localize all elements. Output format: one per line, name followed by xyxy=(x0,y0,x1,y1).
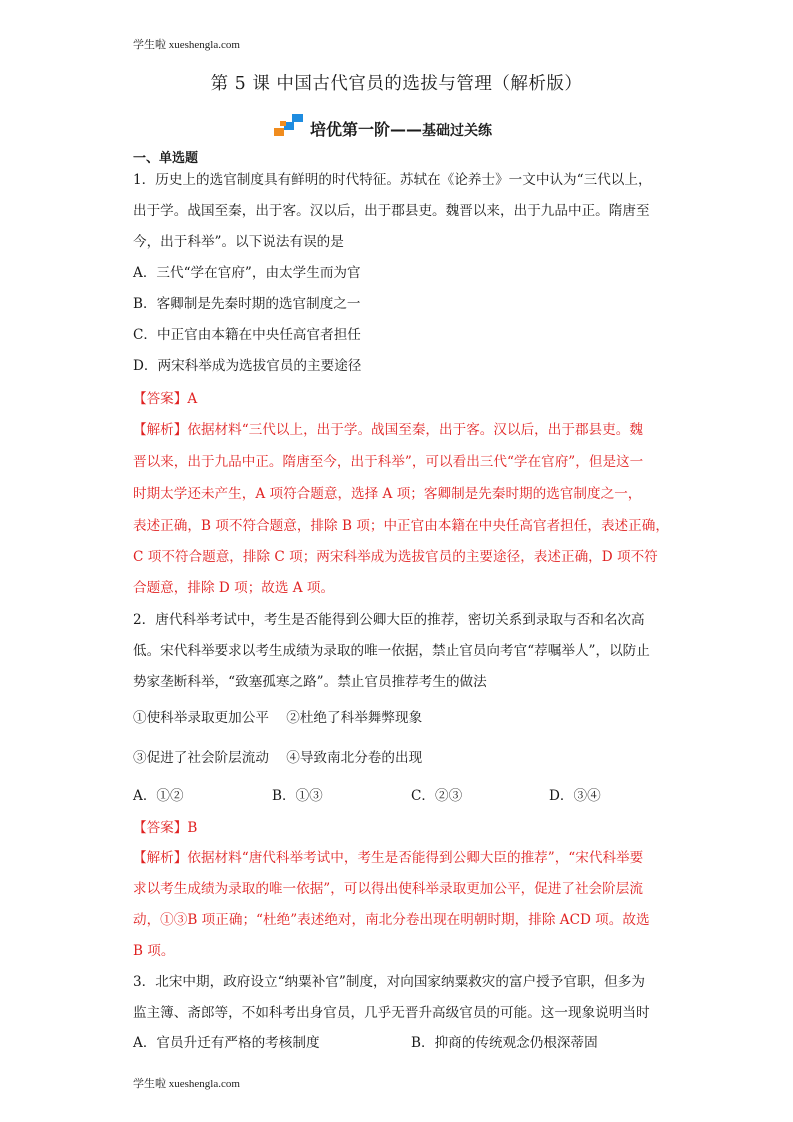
q1-analysis-line: 【解析】依据材料“三代以上，出于学。战国至秦，出于客。汉以后，出于郡县吏。魏 xyxy=(133,422,643,438)
q3-stem-line: 3．北宋中期，政府设立“纳粟补官”制度，对向国家纳粟救灾的富户授予官职，但多为 xyxy=(133,974,645,990)
page-title: 第 5 课 中国古代官员的选拔与管理（解析版） xyxy=(210,74,583,94)
banner-sub: 基础过关练 xyxy=(422,123,493,139)
q2-statement-line: ①使科举录取更加公平 ②杜绝了科举舞弊现象 xyxy=(133,710,423,726)
q2-statement-line: ③促进了社会阶层流动 ④导致南北分卷的出现 xyxy=(133,750,423,766)
q1-option-a: A．三代“学在官府”，由太学生而为官 xyxy=(133,265,361,281)
q2-option-a: A．①② xyxy=(133,788,184,804)
q1-option-c: C．中正官由本籍在中央任高官者担任 xyxy=(133,327,361,343)
q1-analysis-line: 时期太学还未产生，A 项符合题意，选择 A 项；客卿制是先秦时期的选官制度之一， xyxy=(133,486,642,502)
q1-option-b: B．客卿制是先秦时期的选官制度之一 xyxy=(133,296,361,312)
q2-option-d: D．③④ xyxy=(549,788,601,804)
q1-answer: 【答案】A xyxy=(133,391,198,407)
q2-stem-line: 2．唐代科举考试中，考生是否能得到公卿大臣的推荐，密切关系到录取与否和名次高 xyxy=(133,612,645,628)
q2-analysis-line: 求以考生成绩为录取的唯一依据”，可以得出使科举录取更加公平，促进了社会阶层流 xyxy=(133,881,643,897)
q1-analysis-line: C 项不符合题意，排除 C 项；两宋科举成为选拔官员的主要途径，表述正确，D 项不符 xyxy=(133,549,658,565)
q3-option-a: A．官员升迁有严格的考核制度 xyxy=(133,1035,320,1051)
q2-stem-line: 势家垄断科举，“致塞孤寒之路”。禁止官员推荐考生的做法 xyxy=(133,674,487,690)
q2-analysis-line: 【解析】依据材料“唐代科举考试中，考生是否能得到公卿大臣的推荐”，“宋代科举要 xyxy=(133,850,644,866)
q3-stem-line: 监主簿、斋郎等，不如科考出身官员，几乎无晋升高级官员的可能。这一现象说明当时 xyxy=(133,1005,650,1021)
q2-option-c: C．②③ xyxy=(411,788,463,804)
q2-option-b: B．①③ xyxy=(272,788,323,804)
q3-option-b: B．抑商的传统观念仍根深蒂固 xyxy=(411,1035,598,1051)
section-heading: 一、单选题 xyxy=(133,151,199,166)
q1-analysis-line: 合题意，排除 D 项；故选 A 项。 xyxy=(133,580,335,596)
banner-main: 培优第一阶 xyxy=(310,120,391,139)
banner-text xyxy=(310,117,492,140)
page-header: 学生啦 xueshengla.com xyxy=(133,39,240,51)
q2-stem-line: 低。宋代科举要求以考生成绩为录取的唯一依据，禁止官员向考官“荐嘱举人”，以防止 xyxy=(133,643,650,659)
page-footer: 学生啦 xueshengla.com xyxy=(133,1078,240,1090)
q2-analysis-line: B 项。 xyxy=(133,943,175,959)
banner-dash: —— xyxy=(390,120,423,139)
q1-stem-line: 今，出于科举”。以下说法有误的是 xyxy=(133,234,344,250)
q1-analysis-line: 晋以来，出于九品中正。隋唐至今，出于科举”，可以看出三代“学在官府”，但是这一 xyxy=(133,454,644,470)
stairs-logo-icon xyxy=(274,112,304,142)
q1-stem-line: 1．历史上的选官制度具有鲜明的时代特征。苏轼在《论养士》一文中认为“三代以上， xyxy=(133,172,652,188)
q1-option-d: D．两宋科举成为选拔官员的主要途径 xyxy=(133,358,362,374)
q2-answer: 【答案】B xyxy=(133,820,198,836)
q2-analysis-line: 动，①③B 项正确；“杜绝”表述绝对，南北分卷出现在明朝时期，排除 ACD 项。故选 xyxy=(133,912,650,928)
q1-analysis-line: 表述正确，B 项不符合题意，排除 B 项；中正官由本籍在中央任高官者担任，表述正确， xyxy=(133,518,669,534)
q1-stem-line: 出于学。战国至秦，出于客。汉以后，出于郡县吏。魏晋以来，出于九品中正。隋唐至 xyxy=(133,203,650,219)
